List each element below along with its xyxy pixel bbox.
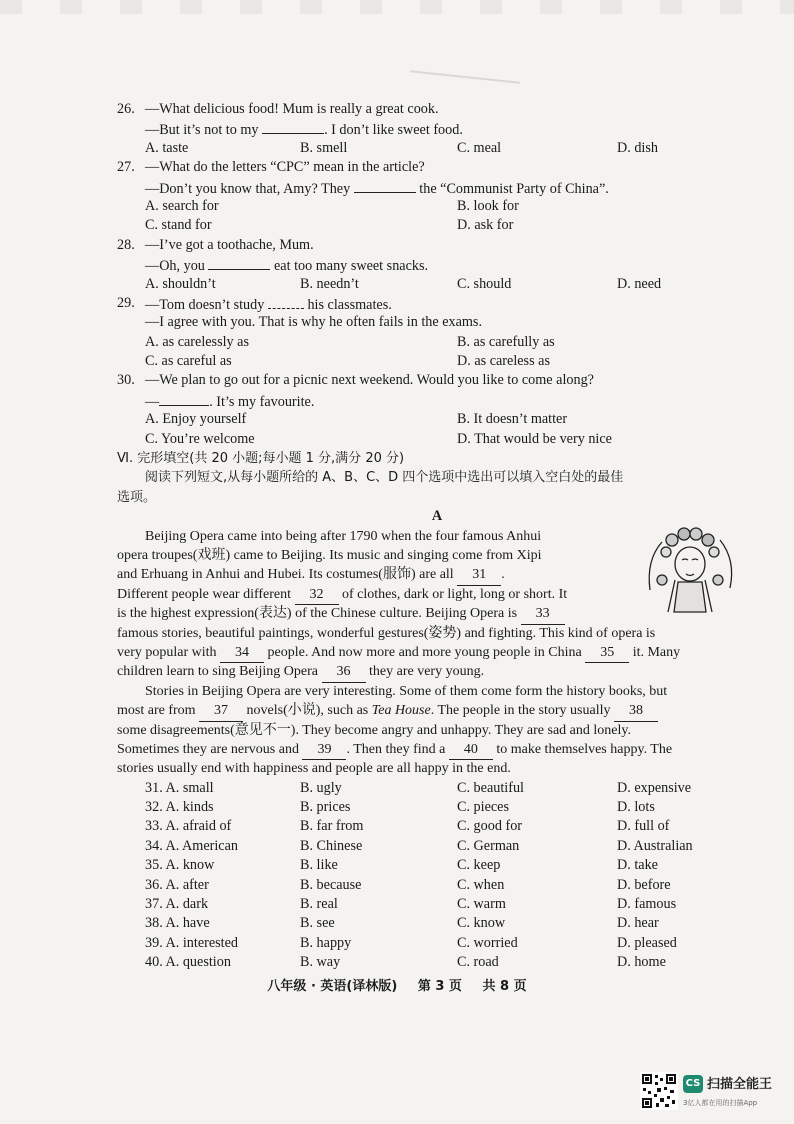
passage-line: some disagreements(意见不一). They become angry and unhappy. They are sad and lonely. xyxy=(117,722,631,738)
cloze-option-d: D. famous xyxy=(617,896,677,913)
question-30-line-2: — . It’s my favourite. xyxy=(117,391,757,410)
cloze-option-a: 31. A. small xyxy=(145,779,214,796)
passage-line: and Erhuang in Anhui and Hubei. Its costumes(服饰) are all 31 . xyxy=(117,565,757,584)
cloze-option-c: C. keep xyxy=(457,857,501,874)
answer-blank xyxy=(208,255,270,270)
cloze-option-d: D. home xyxy=(617,954,666,971)
option-d: D. need xyxy=(617,275,662,292)
option-b: B. as carefully as xyxy=(457,333,555,350)
question-29-options-cd xyxy=(117,352,757,371)
cloze-option-a: 32. A. kinds xyxy=(145,799,214,816)
answer-blank xyxy=(354,178,416,193)
question-29-options-ab xyxy=(117,333,757,352)
cloze-option-d: D. hear xyxy=(617,915,659,932)
cloze-option-c: C. German xyxy=(457,837,520,854)
question-number: 30. xyxy=(117,372,135,389)
cloze-option-row xyxy=(117,837,757,856)
option-a: A. taste xyxy=(145,139,189,156)
cloze-option-d: D. lots xyxy=(617,799,655,816)
cloze-option-b: B. Chinese xyxy=(300,837,363,854)
question-30-options-ab xyxy=(117,410,757,429)
cloze-option-b: B. because xyxy=(300,876,362,893)
cloze-option-row xyxy=(117,934,757,953)
passage-line: is the highest expression(表达) of the Chinese culture. Beijing Opera is 33 xyxy=(117,604,757,623)
passage-line: children learn to sing Beijing Opera 36 they are very young. xyxy=(117,662,757,681)
blank-38: 38 xyxy=(614,701,658,721)
cloze-option-d: D. pleased xyxy=(617,934,677,951)
option-c: C. You’re welcome xyxy=(145,430,255,447)
question-29-line-2: —I agree with you. That is why he often fails in the exams. xyxy=(145,314,483,331)
cloze-option-row xyxy=(117,798,757,817)
qr-code-icon xyxy=(640,1072,678,1110)
answer-blank xyxy=(159,391,209,406)
cloze-option-a: 34. A. American xyxy=(145,837,238,854)
option-c: C. meal xyxy=(457,139,502,156)
cloze-option-d: D. full of xyxy=(617,818,670,835)
cloze-option-row xyxy=(117,953,757,972)
answer-blank xyxy=(268,294,304,309)
scan-top-edge xyxy=(0,0,794,14)
passage-line: stories usually end with happiness and people are all happy in the end. xyxy=(117,761,511,777)
section-instruction-1: 阅读下列短文,从每小题所给的 A、B、C、D 四个选项中选出可以填入空白处的最佳 xyxy=(145,470,624,486)
question-26-options xyxy=(117,139,757,158)
cloze-option-c: C. when xyxy=(457,876,505,893)
cloze-option-d: D. take xyxy=(617,857,658,874)
cloze-option-d: D. before xyxy=(617,876,671,893)
page-footer xyxy=(0,975,794,994)
cloze-options xyxy=(117,779,757,973)
cloze-option-b: B. like xyxy=(300,857,338,874)
scanner-logo-icon: CS xyxy=(683,1075,703,1093)
cloze-option-a: 39. A. interested xyxy=(145,934,238,951)
cloze-option-row xyxy=(117,895,757,914)
question-number: 29. xyxy=(117,294,135,311)
option-d: D. dish xyxy=(617,139,658,156)
option-a: A. search for xyxy=(145,197,219,214)
question-27-options-ab xyxy=(117,197,757,216)
question-27-line-2: —Don’t you know that, Amy? They the “Communist Party of China”. xyxy=(117,178,757,197)
option-a: A. as carelessly as xyxy=(145,333,250,350)
passage-line: Beijing Opera came into being after 1790 when the four famous Anhui xyxy=(145,528,542,544)
cloze-option-b: B. real xyxy=(300,896,338,913)
cloze-option-a: 36. A. after xyxy=(145,876,209,893)
cloze-option-a: 40. A. question xyxy=(145,954,231,971)
passage-label: A xyxy=(431,508,443,525)
passage-line: Different people wear different 32 of clothes, dark or light, long or short. It xyxy=(117,585,757,604)
cloze-option-row xyxy=(117,779,757,798)
question-29-line-1: 29. —Tom doesn’t study his classmates. xyxy=(117,294,392,313)
scanner-tagline: 3亿人都在用的扫描App xyxy=(683,1099,758,1107)
question-28-line-1: 28. —I’ve got a toothache, Mum. xyxy=(117,236,757,255)
cloze-option-b: B. way xyxy=(300,954,341,971)
scanner-app-name: 扫描全能王 xyxy=(707,1077,773,1092)
question-number: 26. xyxy=(117,101,135,117)
cloze-option-c: C. worried xyxy=(457,934,518,951)
blank-40: 40 xyxy=(449,740,493,760)
cloze-option-a: 38. A. have xyxy=(145,915,210,932)
question-28-line-2: —Oh, you eat too many sweet snacks. xyxy=(117,255,757,274)
question-number: 27. xyxy=(117,159,135,176)
cloze-option-row xyxy=(117,856,757,875)
cloze-option-b: B. ugly xyxy=(300,779,342,796)
blank-32: 32 xyxy=(295,585,339,605)
cloze-option-a: 35. A. know xyxy=(145,857,215,874)
cloze-option-b: B. happy xyxy=(300,934,352,951)
blank-36: 36 xyxy=(322,662,366,682)
cloze-option-b: B. far from xyxy=(300,818,364,835)
question-27-line-1: 27. —What do the letters “CPC” mean in the article? xyxy=(117,158,757,177)
cloze-option-b: B. prices xyxy=(300,799,351,816)
blank-37: 37 xyxy=(199,701,243,721)
cloze-option-row xyxy=(117,817,757,836)
passage-line: Stories in Beijing Opera are very interesting. Some of them come form the history books, but xyxy=(145,683,668,699)
option-c: C. stand for xyxy=(145,217,212,234)
question-30-line-1: 30. —We plan to go out for a picnic next weekend. Would you like to come along? xyxy=(117,371,757,390)
option-c: C. as careful as xyxy=(145,353,232,370)
question-28-options xyxy=(117,275,757,294)
question-30-options-cd xyxy=(117,430,757,449)
section-title: Ⅵ. 完形填空(共 20 小题;每小题 1 分,满分 20 分) xyxy=(117,451,405,467)
cloze-option-c: C. know xyxy=(457,915,506,932)
scan-scuff xyxy=(410,70,520,83)
option-b: B. look for xyxy=(457,197,519,214)
footer-total: 共 8 页 xyxy=(482,979,527,994)
passage-line: most are from 37 novels(小说), such as Tea House. The people in the story usually 38 xyxy=(117,701,757,720)
option-a: A. shouldn’t xyxy=(145,275,216,292)
cloze-option-c: C. road xyxy=(457,954,499,971)
question-number: 28. xyxy=(117,236,135,253)
cloze-option-c: C. beautiful xyxy=(457,779,524,796)
passage-line: opera troupes(戏班) came to Beijing. Its music and singing come from Xipi xyxy=(117,547,542,563)
question-26-line-1: 26. —What delicious food! Mum is really a great cook. xyxy=(117,100,757,119)
cloze-option-a: 37. A. dark xyxy=(145,896,209,913)
cloze-option-row xyxy=(117,876,757,895)
option-d: D. ask for xyxy=(457,217,514,234)
cloze-option-c: C. good for xyxy=(457,818,523,835)
blank-39: 39 xyxy=(302,740,346,760)
option-b: B. smell xyxy=(300,139,348,156)
blank-33: 33 xyxy=(521,604,565,624)
option-d: D. as careless as xyxy=(457,353,550,370)
beijing-opera-illustration xyxy=(642,520,738,616)
section-instruction-2: 选项。 xyxy=(117,489,157,505)
cloze-option-row xyxy=(117,914,757,933)
cloze-option-b: B. see xyxy=(300,915,335,932)
footer-page: 第 3 页 xyxy=(417,979,462,994)
passage-line: very popular with 34 people. And now more and more young people in China 35 it. Many xyxy=(117,643,757,662)
footer-subject: 八年级 · 英语(译林版) xyxy=(267,979,398,994)
cloze-option-d: D. expensive xyxy=(617,779,692,796)
cloze-option-c: C. pieces xyxy=(457,799,510,816)
option-a: A. Enjoy yourself xyxy=(145,411,247,428)
cloze-option-d: D. Australian xyxy=(617,837,693,854)
question-26-line-2: —But it’s not to my . I don’t like sweet food. xyxy=(117,119,757,138)
passage-line: Sometimes they are nervous and 39 . Then they find a 40 to make themselves happy. The xyxy=(117,740,757,759)
option-c: C. should xyxy=(457,275,512,292)
answer-blank xyxy=(262,119,324,134)
blank-34: 34 xyxy=(220,643,264,663)
cloze-option-c: C. warm xyxy=(457,896,506,913)
blank-35: 35 xyxy=(585,643,629,663)
option-b: B. It doesn’t matter xyxy=(457,411,568,428)
option-b: B. needn’t xyxy=(300,275,359,292)
question-27-options-cd xyxy=(117,216,757,235)
cloze-option-a: 33. A. afraid of xyxy=(145,818,232,835)
passage-line: famous stories, beautiful paintings, wonderful gestures(姿势) and fighting. This kind of opera is xyxy=(117,625,656,641)
option-d: D. That would be very nice xyxy=(457,430,612,447)
blank-31: 31 xyxy=(457,565,501,585)
